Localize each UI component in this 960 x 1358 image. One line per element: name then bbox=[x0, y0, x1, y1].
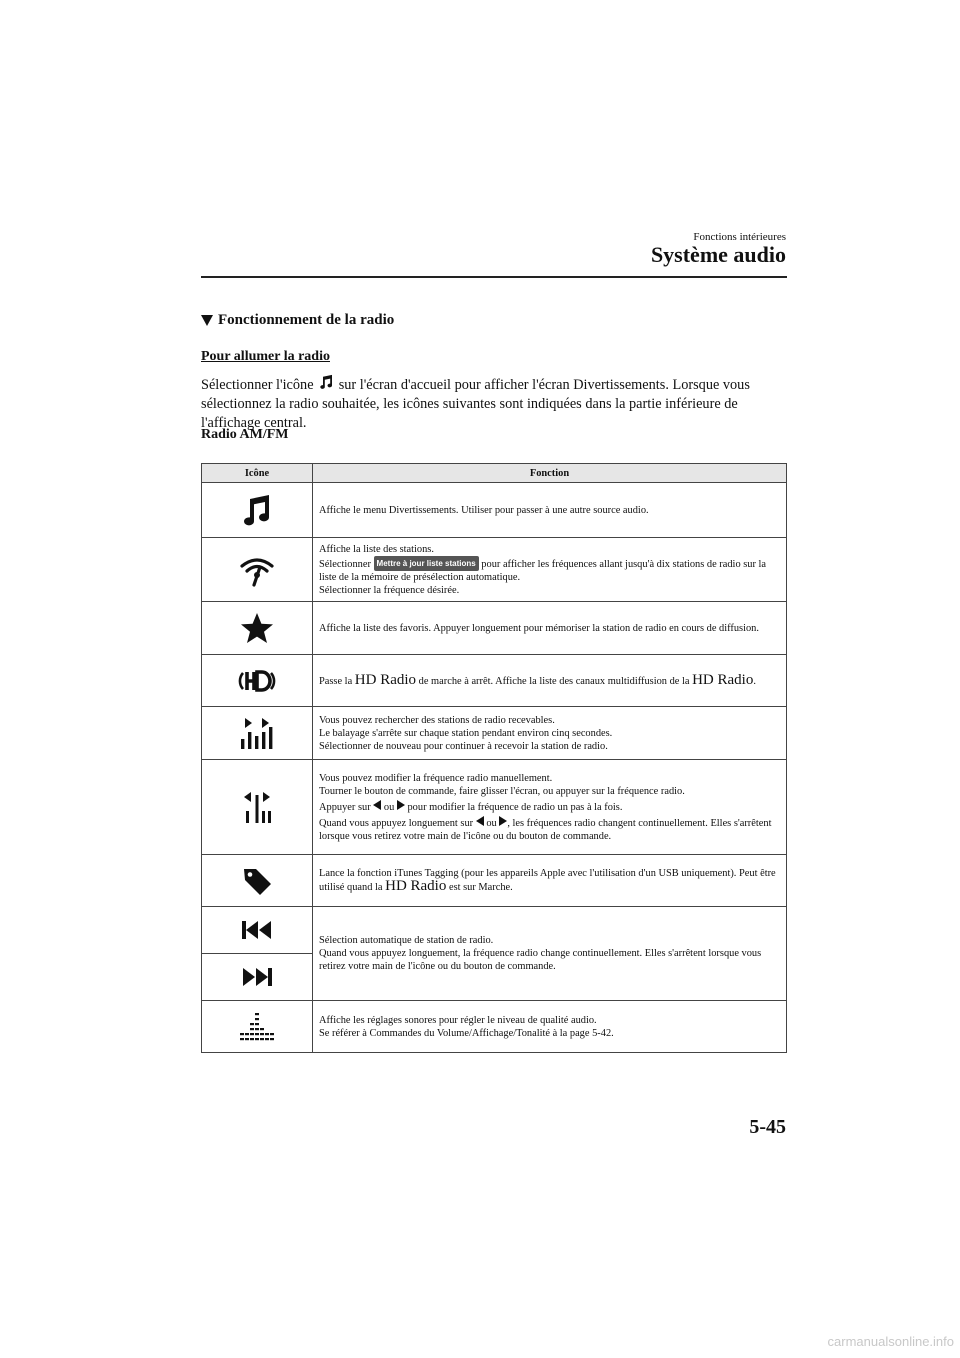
function-line: Le balayage s'arrête sur chaque station pendant environ cinq secondes. bbox=[319, 727, 613, 739]
table-header-row bbox=[202, 464, 787, 483]
intro-paragraph bbox=[201, 373, 787, 433]
table-row bbox=[202, 760, 787, 855]
function-cell bbox=[313, 707, 787, 760]
function-cell bbox=[313, 907, 787, 1001]
icon-function-table bbox=[201, 463, 787, 1053]
icon-cell bbox=[202, 855, 313, 907]
function-cell bbox=[313, 760, 787, 855]
radio-antenna-icon bbox=[237, 550, 277, 590]
page-number: 5-45 bbox=[749, 1116, 786, 1138]
function-text: . bbox=[753, 675, 756, 687]
function-line: Quand vous appuyez longuement, la fréquence radio change continuellement. Elles s'arrêtent lorsque vous retirez votre main de l'icône ou du bouton de commande. bbox=[319, 948, 762, 972]
table-row bbox=[202, 538, 787, 602]
function-text: ou bbox=[383, 801, 395, 813]
function-line: Se référer à Commandes du Volume/Affichage/Tonalité à la page 5-42. bbox=[319, 1027, 614, 1039]
function-text: Appuyer sur bbox=[319, 801, 371, 813]
star-icon bbox=[237, 608, 277, 648]
function-cell bbox=[313, 855, 787, 907]
function-line bbox=[319, 556, 780, 584]
function-text: est sur Marche. bbox=[448, 882, 513, 893]
icon-cell bbox=[202, 483, 313, 538]
function-line: Sélection automatique de station de radio. bbox=[319, 935, 494, 946]
skip-forward-icon bbox=[237, 957, 277, 997]
intro-after-icon: sur l'écran d'accueil pour afficher l'écran Divertissements. Lorsque vous sélectionnez la radio souhaitée, les icônes suivantes sont indiquées dans la partie inférieure de l'affichage central. bbox=[201, 377, 750, 431]
section-heading bbox=[201, 312, 394, 329]
hd-radio-inline: HD Radio bbox=[385, 878, 447, 894]
arrow-left-icon bbox=[373, 800, 381, 810]
function-text: Quand vous appuyez longuement sur bbox=[319, 817, 474, 829]
function-line: Affiche les réglages sonores pour régler le niveau de qualité audio. bbox=[319, 1014, 597, 1026]
icon-cell bbox=[202, 655, 313, 707]
function-cell: Affiche la liste des favoris. Appuyer longuement pour mémoriser la station de radio en cours de diffusion. bbox=[313, 602, 787, 655]
tag-icon bbox=[237, 861, 277, 901]
icon-cell bbox=[202, 602, 313, 655]
function-text: ou bbox=[486, 817, 497, 829]
table-row bbox=[202, 655, 787, 707]
icon-cell bbox=[202, 954, 313, 1001]
music-note-icon bbox=[237, 490, 277, 530]
music-note-icon bbox=[317, 373, 335, 391]
table-row bbox=[202, 602, 787, 655]
section-title: Fonctionnement de la radio bbox=[218, 312, 395, 328]
function-text: , les fréquences radio changent continuellement. Elles s'arrêtent lorsque vous retirez votre main de l'icône ou du bouton de commande. bbox=[319, 817, 772, 842]
subsection-heading: Pour allumer la radio bbox=[201, 349, 330, 364]
function-cell bbox=[313, 1001, 787, 1053]
function-text: Sélectionner bbox=[319, 558, 371, 570]
function-line: Sélectionner la fréquence désirée. bbox=[319, 584, 460, 596]
header-rule bbox=[201, 276, 787, 278]
update-station-list-button: Mettre à jour liste stations bbox=[374, 556, 479, 571]
equalizer-icon bbox=[237, 1007, 277, 1047]
section-triangle-icon bbox=[201, 315, 213, 326]
table-header-function: Fonction bbox=[313, 464, 787, 483]
header-title: Système audio bbox=[650, 242, 786, 267]
function-line: Vous pouvez modifier la fréquence radio manuellement. bbox=[319, 772, 553, 784]
function-text: Passe la bbox=[319, 675, 353, 687]
watermark: carmanualsonline.info bbox=[827, 1334, 954, 1349]
arrow-left-icon bbox=[476, 816, 484, 826]
icon-cell bbox=[202, 907, 313, 954]
table-row bbox=[202, 483, 787, 538]
function-text: Lance la fonction iTunes Tagging (pour les appareils Apple avec l'utilisation d'un USB uniquement). Peut être utilisé quand la bbox=[319, 868, 776, 893]
hd-radio-icon bbox=[237, 661, 277, 701]
function-cell bbox=[313, 538, 787, 602]
function-line: Tourner le bouton de commande, faire glisser l'écran, ou appuyer sur la fréquence radio. bbox=[319, 785, 685, 797]
function-line: Vous pouvez rechercher des stations de radio recevables. bbox=[319, 714, 555, 726]
function-cell: Affiche le menu Divertissements. Utiliser pour passer à une autre source audio. bbox=[313, 483, 787, 538]
table-row bbox=[202, 855, 787, 907]
icon-cell bbox=[202, 760, 313, 855]
function-cell bbox=[313, 655, 787, 707]
scan-icon bbox=[237, 713, 277, 753]
icon-cell bbox=[202, 707, 313, 760]
skip-back-icon bbox=[237, 910, 277, 950]
header-section-name: Fonctions intérieures bbox=[693, 231, 786, 243]
table-row bbox=[202, 907, 787, 954]
manual-tune-icon bbox=[237, 787, 277, 827]
function-text: pour afficher les fréquences allant jusqu'à dix stations de radio sur la liste de la mémoire de présélection automatique. bbox=[319, 558, 767, 583]
icon-cell bbox=[202, 1001, 313, 1053]
radio-am-fm-label: Radio AM/FM bbox=[201, 427, 289, 442]
function-line bbox=[319, 800, 780, 814]
table-row bbox=[202, 707, 787, 760]
intro-before-icon: Sélectionner l'icône bbox=[201, 377, 314, 393]
icon-cell bbox=[202, 538, 313, 602]
function-text: pour modifier la fréquence de radio un pas à la fois. bbox=[407, 801, 623, 813]
arrow-right-icon bbox=[397, 800, 405, 810]
table-row bbox=[202, 1001, 787, 1053]
hd-radio-inline: HD Radio bbox=[692, 671, 754, 688]
hd-radio-inline: HD Radio bbox=[354, 671, 417, 688]
table-header-icon: Icône bbox=[202, 464, 313, 483]
function-line: Affiche la liste des stations. bbox=[319, 543, 434, 555]
function-line bbox=[319, 816, 780, 843]
function-line: Sélectionner de nouveau pour continuer à recevoir la station de radio. bbox=[319, 740, 608, 752]
function-text: de marche à arrêt. Affiche la liste des canaux multidiffusion de la bbox=[418, 675, 690, 687]
